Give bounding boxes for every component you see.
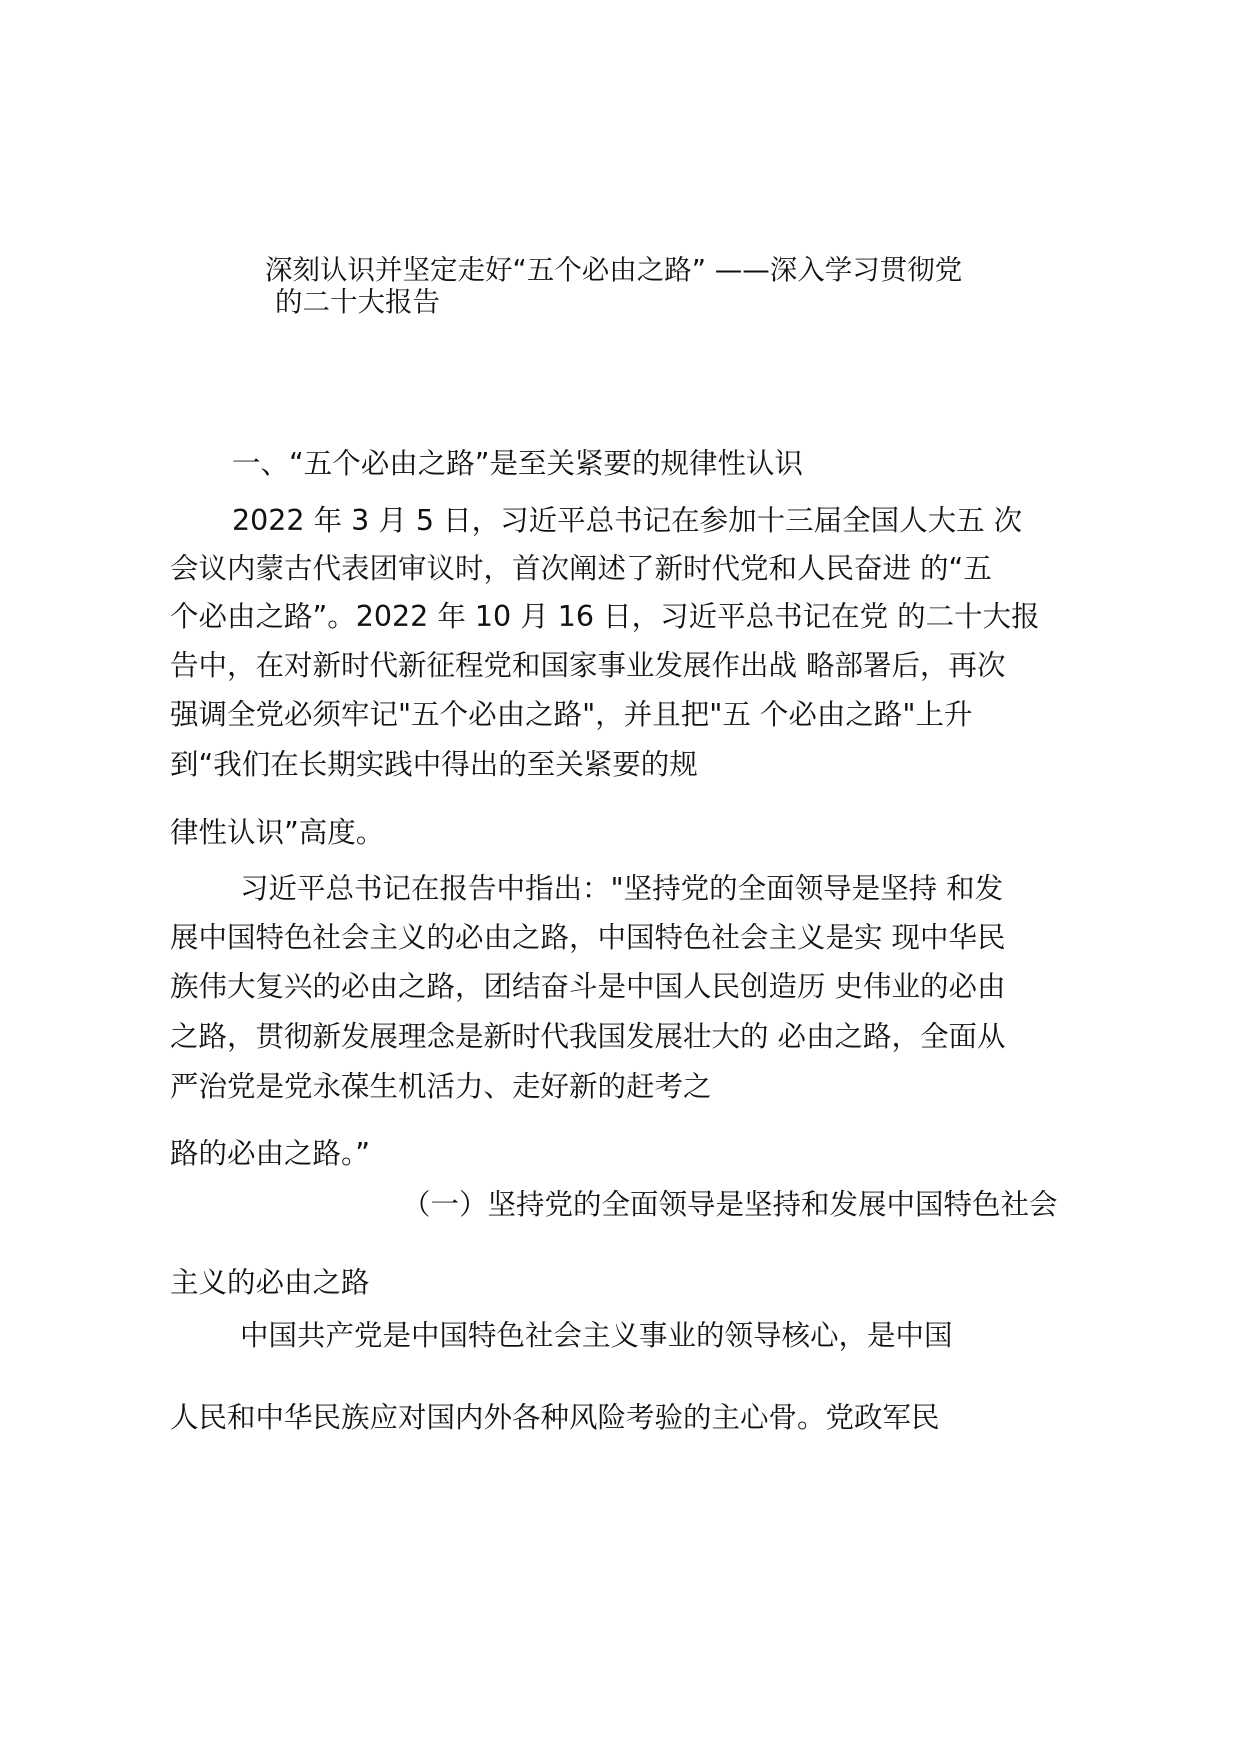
document-title-line-2: 的二十大报告 [275, 286, 440, 318]
paragraph-3-line-2: 人民和中华民族应对国内外各种风险考验的主心骨。党政军民 [170, 1401, 940, 1434]
paragraph-1-line-1: 2022 年 3 月 5 日，习近平总书记在参加十三届全国人大五 次 [232, 504, 1023, 537]
section-heading: 一、“五个必由之路”是至关紧要的规律性认识 [232, 447, 804, 480]
document-title-line-1: 深刻认识并坚定走好“五个必由之路” ——深入学习贯彻党 [265, 254, 963, 286]
paragraph-2-line-4: 之路，贯彻新发展理念是新时代我国发展壮大的 必由之路，全面从 [170, 1020, 1006, 1053]
paragraph-2-line-1: 习近平总书记在报告中指出："坚持党的全面领导是坚持 和发 [240, 872, 1004, 905]
paragraph-1-line-3: 个必由之路”。2022 年 10 月 16 日，习近平总书记在党 的二十大报 [170, 600, 1040, 633]
paragraph-1-line-5: 强调全党必须牢记"五个必由之路"，并且把"五 个必由之路"上升 [170, 698, 973, 731]
paragraph-2-line-3: 族伟大复兴的必由之路，团结奋斗是中国人民创造历 史伟业的必由 [170, 970, 1006, 1003]
paragraph-1-line-6: 到“我们在长期实践中得出的至关紧要的规 [170, 748, 698, 781]
paragraph-1-line-4: 告中，在对新时代新征程党和国家事业发展作出战 略部署后，再次 [170, 649, 1006, 682]
subsection-heading-line-2: 主义的必由之路 [170, 1266, 370, 1299]
paragraph-2-line-2: 展中国特色社会主义的必由之路，中国特色社会主义是实 现中华民 [170, 921, 1006, 954]
paragraph-1-line-2: 会议内蒙古代表团审议时，首次阐述了新时代党和人民奋进 的“五 [170, 552, 992, 585]
subsection-heading-line-1: （一）坚持党的全面领导是坚持和发展中国特色社会 [402, 1188, 1058, 1221]
paragraph-3-line-1: 中国共产党是中国特色社会主义事业的领导核心，是中国 [240, 1319, 953, 1352]
paragraph-1-line-7: 律性认识”高度。 [170, 816, 385, 849]
paragraph-2-line-5: 严治党是党永葆生机活力、走好新的赶考之 [170, 1070, 712, 1103]
paragraph-2-line-6: 路的必由之路。” [170, 1137, 371, 1170]
